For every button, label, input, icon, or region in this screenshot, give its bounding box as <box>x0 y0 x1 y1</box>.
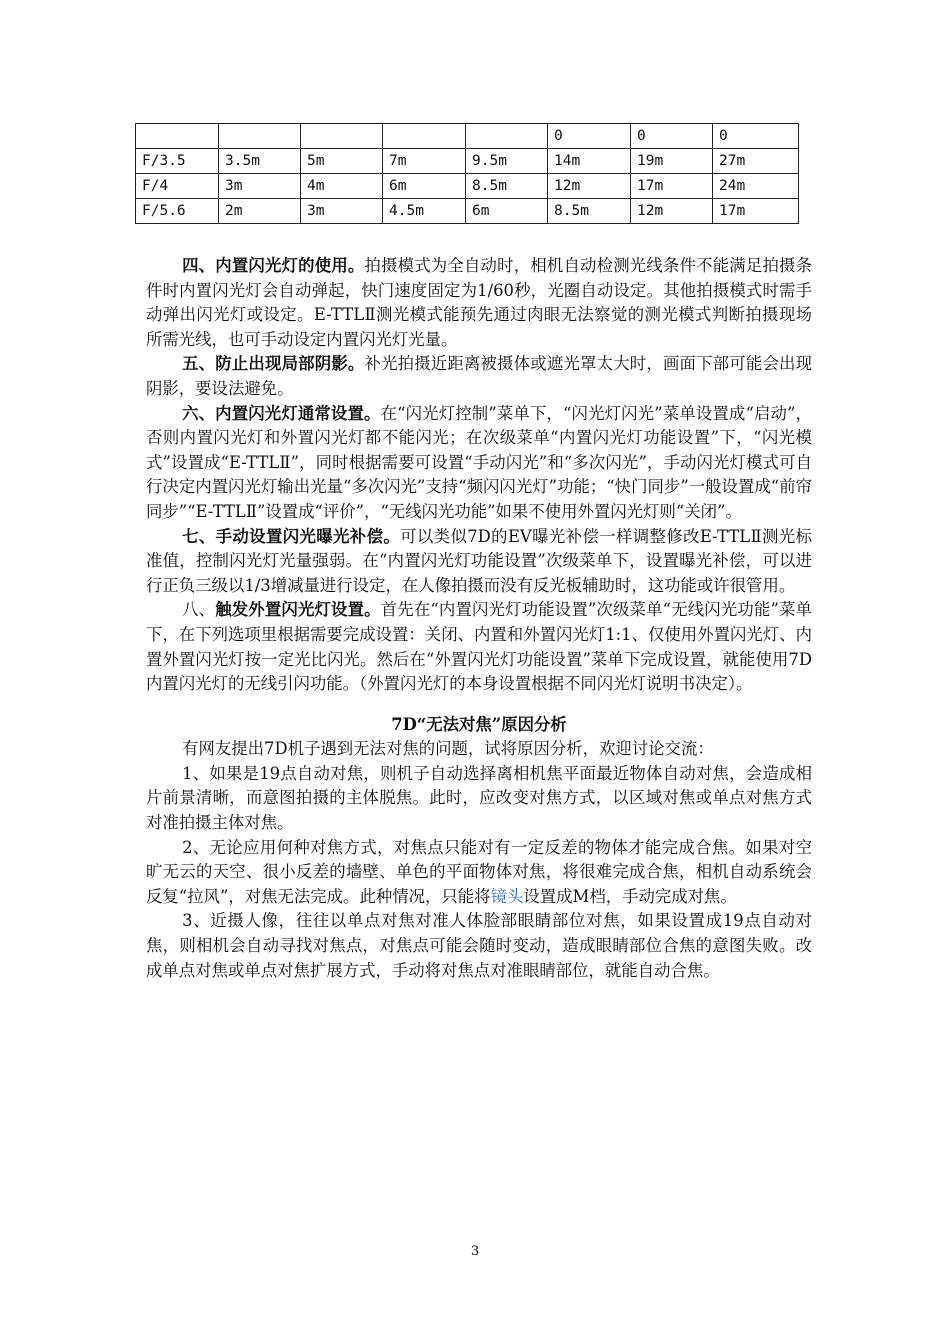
page-number: 3 <box>470 1244 480 1259</box>
paragraph-focus-item-2 <box>146 836 812 910</box>
table-cell: 4.5m <box>383 199 466 224</box>
table-cell: 19m <box>631 149 713 174</box>
heading-external-flash-trigger: 触发外置闪光灯设置。 <box>215 600 381 620</box>
paragraph-focus-intro: 有网友提出7D机子遇到无法对焦的问题，试将原因分析，欢迎讨论交流： <box>182 739 714 759</box>
table-cell: 17m <box>631 174 713 199</box>
document-body <box>146 254 812 983</box>
text-focus-item-2b: 设置成M档，手动完成对焦。 <box>523 886 737 906</box>
paragraph-builtin-flash-settings <box>146 402 812 525</box>
heading-flash-exposure-comp: 七、手动设置闪光曝光补偿。 <box>182 526 401 546</box>
table-row <box>136 124 799 149</box>
table-cell <box>136 124 219 149</box>
table-cell <box>466 124 548 149</box>
table-row <box>136 149 799 174</box>
table-cell: 6m <box>466 199 548 224</box>
table-cell: 9.5m <box>466 149 548 174</box>
table-cell: F/3.5 <box>136 149 219 174</box>
table-cell: 6m <box>383 174 466 199</box>
table-cell: 14m <box>548 149 631 174</box>
text-builtin-flash-settings: 在“闪光灯控制”菜单下，“闪光灯闪光”菜单设置成“启动”，否则内置闪光灯和外置闪光灯都不能闪光；在次级菜单“内置闪光灯功能设置”下，“闪光模式”设置成“E-TTLⅡ”，同时根据需要可设置“手动闪光”和“多次闪光”，手动闪光灯模式可自行决定内置闪光灯输出光量“多次闪光”支持“频闪闪光灯”功能；“快门同步”一般设置成“前帘同步”“E-TTLⅡ”设置成“评价”，“无线闪光功能”如果不使用外置闪光灯则“关闭”。 <box>146 403 812 521</box>
table-cell: F/4 <box>136 174 219 199</box>
text-prevent-shadow: 补光拍摄近距离被摄体或遮光罩太大时，画面下部可能会出现阴影，要设法避免。 <box>146 354 813 398</box>
table-cell: 4m <box>301 174 383 199</box>
table-cell: 3m <box>219 174 301 199</box>
text-focus-item-2a: 2、无论应用何种对焦方式，对焦点只能对有一定反差的物体才能完成合焦。如果对空旷无云的天空、很小反差的墙壁、单色的平面物体对焦，将很难完成合焦，相机自动系统会反复“拉风”，对焦无法完成。此种情况，只能将 <box>146 837 812 906</box>
heading-builtin-flash-settings: 六、内置闪光灯通常设置。 <box>182 403 381 423</box>
table-cell <box>383 124 466 149</box>
table-cell: 7m <box>383 149 466 174</box>
table-cell: 0 <box>548 124 631 149</box>
table-row <box>136 199 799 224</box>
table-cell: 12m <box>631 199 713 224</box>
table-cell: 3m <box>301 199 383 224</box>
heading-prevent-shadow: 五、防止出现局部阴影。 <box>182 354 365 374</box>
table-cell: 0 <box>631 124 713 149</box>
paragraph-prevent-shadow <box>146 352 812 401</box>
table-cell: 12m <box>548 174 631 199</box>
table-cell <box>301 124 383 149</box>
table-cell <box>219 124 301 149</box>
table-cell: 5m <box>301 149 383 174</box>
table-cell: 8.5m <box>548 199 631 224</box>
paragraph-flash-exposure-comp <box>146 525 812 599</box>
table-cell: 27m <box>713 149 799 174</box>
table-cell: F/5.6 <box>136 199 219 224</box>
paragraph-focus-item-1: 1、如果是19点自动对焦，则机子自动选择离相机焦平面最近物体自动对焦，会造成相片前景清晰，而意图拍摄的主体脱焦。此时，应改变对焦方式，以区域对焦或单点对焦方式对准拍摄主体对焦。 <box>146 763 812 833</box>
table-cell: 0 <box>713 124 799 149</box>
section-title-focus-analysis: 7D“无法对焦”原因分析 <box>391 714 567 734</box>
paragraph-external-flash-trigger <box>146 598 812 696</box>
table-cell: 2m <box>219 199 301 224</box>
flash-distance-table <box>135 123 799 224</box>
text-external-flash-lead: 八、 <box>182 600 216 620</box>
table-cell: 17m <box>713 199 799 224</box>
lens-link[interactable]: 镜头 <box>490 886 524 906</box>
table-row <box>136 174 799 199</box>
table-cell: 24m <box>713 174 799 199</box>
heading-builtin-flash-usage: 四、内置闪光灯的使用。 <box>182 256 365 275</box>
text-builtin-flash-usage: 拍摄模式为全自动时，相机自动检测光线条件不能满足拍摄条件时内置闪光灯会自动弹起，快门速度固定为1/60秒，光圈自动设定。其他拍摄模式时需手动弹出闪光灯或设定。E-TTLⅡ测光模式能预先通过肉眼无法察觉的测光模式判断拍摄现场所需光线，也可手动设定内置闪光灯光量。 <box>146 256 813 349</box>
table-cell: 3.5m <box>219 149 301 174</box>
table-cell: 8.5m <box>466 174 548 199</box>
text-external-flash-trigger: 首先在“内置闪光灯功能设置”次级菜单“无线闪光功能”菜单下，在下列选项里根据需要完成设置：关闭、内置和外置闪光灯1:1、仅使用外置闪光灯、内置外置闪光灯按一定光比闪光。然后在“外置闪光灯功能设置”菜单下完成设置，就能使用7D内置闪光灯的无线引闪功能。（外置闪光灯的本身设置根据不同闪光灯说明书决定）。 <box>146 600 812 694</box>
paragraph-builtin-flash-usage <box>146 254 812 352</box>
paragraph-focus-item-3: 3、近摄人像，往往以单点对焦对准人体脸部眼睛部位对焦，如果设置成19点自动对焦，则相机会自动寻找对焦点，对焦点可能会随时变动，造成眼睛部位合焦的意图失败。改成单点对焦或单点对焦扩展方式，手动将对焦点对准眼睛部位，就能自动合焦。 <box>146 911 812 980</box>
text-flash-exposure-comp: 可以类似7D的EV曝光补偿一样调整修改E-TTLⅡ测光标准值，控制闪光灯光量强弱。在“内置闪光灯功能设置”次级菜单下，设置曝光补偿，可以进行正负三级以1/3增减量进行设定，在人像拍摄而没有反光板辅助时，这功能或许很管用。 <box>146 526 812 595</box>
